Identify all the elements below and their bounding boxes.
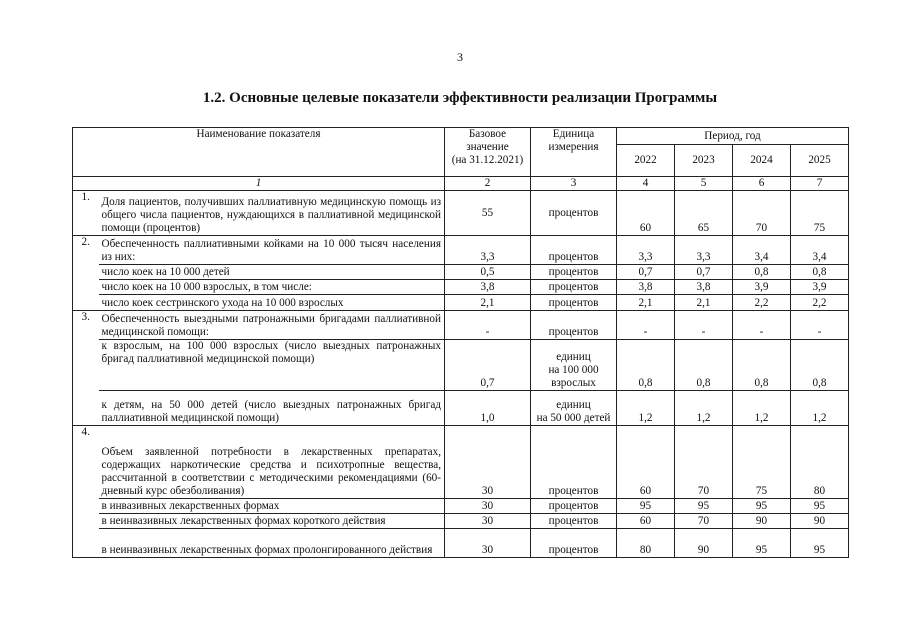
year-value: 0,8 (675, 340, 733, 391)
year-value: 90 (733, 514, 791, 529)
row-number: 3. (73, 311, 99, 426)
unit: процентов (531, 426, 617, 499)
table-row (73, 340, 849, 391)
year-value: 70 (675, 426, 733, 499)
year-value: 3,4 (791, 236, 849, 265)
year-value: 1,2 (733, 391, 791, 426)
year-value: 95 (675, 499, 733, 514)
header-period: Период, год (617, 128, 849, 145)
col-number: 3 (531, 177, 617, 191)
year-value: 0,7 (675, 265, 733, 280)
unit: процентов (531, 529, 617, 558)
indicator-name: число коек на 10 000 детей (99, 265, 445, 280)
header-year: 2025 (791, 145, 849, 177)
unit-line: на 100 000 (548, 364, 599, 376)
column-numbers-row (73, 177, 849, 191)
year-value: 0,7 (617, 265, 675, 280)
year-value: 3,8 (675, 280, 733, 295)
base-value: - (445, 311, 531, 340)
table-row (73, 391, 849, 426)
indicator-name: в неинвазивных лекарственных формах короткого действия (99, 514, 445, 529)
unit: процентов (531, 265, 617, 280)
year-value: 0,8 (791, 340, 849, 391)
year-value: 1,2 (791, 391, 849, 426)
base-value: 30 (445, 426, 531, 499)
year-value: 90 (675, 529, 733, 558)
unit-line: взрослых (551, 377, 596, 389)
year-value: 3,3 (617, 236, 675, 265)
year-value: 70 (675, 514, 733, 529)
year-value: 80 (617, 529, 675, 558)
header-year: 2022 (617, 145, 675, 177)
unit: процентов (531, 295, 617, 311)
year-value: 70 (733, 191, 791, 236)
unit-line: на 50 000 детей (536, 412, 611, 424)
year-value: 60 (617, 426, 675, 499)
year-value: 60 (617, 191, 675, 236)
year-value: 75 (733, 426, 791, 499)
year-value: 65 (675, 191, 733, 236)
year-value: 1,2 (675, 391, 733, 426)
year-value: 60 (617, 514, 675, 529)
year-value: - (791, 311, 849, 340)
col-number: 5 (675, 177, 733, 191)
base-value: 3,8 (445, 280, 531, 295)
unit: процентов (531, 499, 617, 514)
base-value: 1,0 (445, 391, 531, 426)
year-value: - (617, 311, 675, 340)
year-value: 3,8 (617, 280, 675, 295)
indicator-name: Обеспеченность выездными патронажными бригадами паллиативной медицинской помощи: (99, 311, 445, 340)
col-number: 4 (617, 177, 675, 191)
year-value: 95 (617, 499, 675, 514)
header-base (445, 128, 531, 177)
row-number: 4. (73, 426, 99, 558)
base-value: 30 (445, 514, 531, 529)
year-value: 0,8 (791, 265, 849, 280)
row-number: 1. (73, 191, 99, 236)
header-year: 2023 (675, 145, 733, 177)
unit (531, 391, 617, 426)
unit-line: единиц (556, 399, 591, 411)
year-value: 3,9 (791, 280, 849, 295)
table-row (73, 295, 849, 311)
indicator-name: Объем заявленной потребности в лекарственных препаратах, содержащих наркотические средства и психотропные вещества, рассчитанной в соответствии с методическими рекомендациями (60-дневный курс обезболивания) (99, 426, 445, 499)
year-value: 75 (791, 191, 849, 236)
header-row (73, 128, 849, 145)
unit-line: единиц (556, 351, 591, 363)
indicator-name: число коек на 10 000 взрослых, в том числе: (99, 280, 445, 295)
year-value: 2,1 (617, 295, 675, 311)
year-value: - (733, 311, 791, 340)
header-year: 2024 (733, 145, 791, 177)
year-value: 1,2 (617, 391, 675, 426)
base-value: 2,1 (445, 295, 531, 311)
base-value: 3,3 (445, 236, 531, 265)
indicator-name: к взрослым, на 100 000 взрослых (число выездных патронажных бригад паллиативной медицинской помощи) (99, 340, 445, 391)
year-value: - (675, 311, 733, 340)
table-row (73, 426, 849, 499)
table-row (73, 236, 849, 265)
indicator-name: Доля пациентов, получивших паллиативную медицинскую помощь из общего числа пациентов, нуждающихся в паллиативной медицинской помощи (процентов) (99, 191, 445, 236)
year-value: 3,9 (733, 280, 791, 295)
table-row (73, 280, 849, 295)
table-row (73, 499, 849, 514)
base-value: 30 (445, 499, 531, 514)
indicator-name: к детям, на 50 000 детей (число выездных патронажных бригад паллиативной медицинской помощи) (99, 391, 445, 426)
year-value: 2,1 (675, 295, 733, 311)
year-value: 90 (791, 514, 849, 529)
year-value: 95 (791, 529, 849, 558)
year-value: 3,4 (733, 236, 791, 265)
base-value: 0,7 (445, 340, 531, 391)
table-row (73, 529, 849, 558)
col-number: 2 (445, 177, 531, 191)
page-number: 3 (457, 50, 463, 64)
year-value: 95 (733, 499, 791, 514)
header-base-line1: Базовое (468, 128, 507, 140)
unit (531, 340, 617, 391)
year-value: 3,3 (675, 236, 733, 265)
indicator-name: в неинвазивных лекарственных формах пролонгированного действия (99, 529, 445, 558)
row-number: 2. (73, 236, 99, 311)
year-value: 2,2 (733, 295, 791, 311)
table-row (73, 311, 849, 340)
header-unit-line2: измерения (548, 141, 599, 153)
table-row (73, 191, 849, 236)
table-row (73, 265, 849, 280)
year-value: 95 (791, 499, 849, 514)
unit: процентов (531, 280, 617, 295)
indicator-name: Обеспеченность паллиативными койками на 10 000 тысяч населения из них: (99, 236, 445, 265)
unit: процентов (531, 311, 617, 340)
section-title: 1.2. Основные целевые показатели эффективности реализации Программы (202, 90, 718, 106)
year-value: 80 (791, 426, 849, 499)
col-number: 7 (791, 177, 849, 191)
year-value: 95 (733, 529, 791, 558)
year-value: 2,2 (791, 295, 849, 311)
base-value: 30 (445, 529, 531, 558)
unit: процентов (531, 236, 617, 265)
year-value: 0,8 (733, 340, 791, 391)
header-base-line3: (на 31.12.2021) (451, 154, 524, 166)
base-value: 0,5 (445, 265, 531, 280)
header-unit-line1: Единица (552, 128, 595, 140)
unit: процентов (531, 514, 617, 529)
year-value: 0,8 (733, 265, 791, 280)
base-value: 55 (445, 191, 531, 236)
header-base-line2: значение (466, 141, 509, 153)
header-unit (531, 128, 617, 177)
indicator-name: в инвазивных лекарственных формах (99, 499, 445, 514)
unit: процентов (531, 191, 617, 236)
col-number: 6 (733, 177, 791, 191)
year-value: 0,8 (617, 340, 675, 391)
header-name: Наименование показателя (73, 128, 445, 177)
col-number: 1 (73, 177, 445, 191)
table-row (73, 514, 849, 529)
indicators-table (72, 127, 849, 558)
indicator-name: число коек сестринского ухода на 10 000 взрослых (99, 295, 445, 311)
